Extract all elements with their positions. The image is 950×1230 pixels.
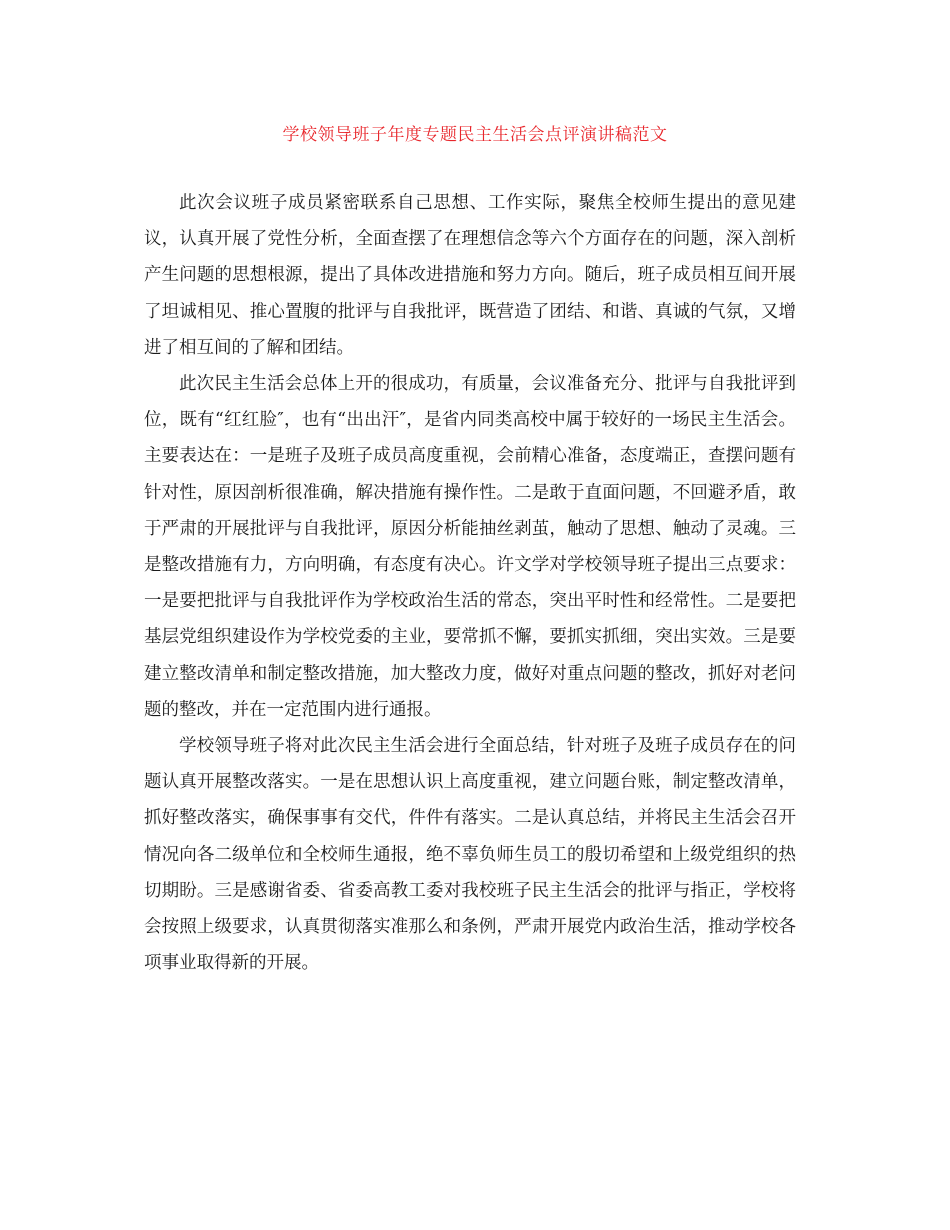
document-title: 学校领导班子年度专题民主生活会点评演讲稿范文 <box>282 125 668 145</box>
paragraph-1: 此次会议班子成员紧密联系自己思想、工作实际，聚焦全校师生提出的意见建议，认真开展了党性分析，全面查摆了在理想信念等六个方面存在的问题，深入剖析产生问题的思想根源，提出了具体改进措施和努力方向。随后，班子成员相互间开展了坦诚相见、推心置腹的批评与自我批评，既营造了团结、和谐、真诚的气氛，又增进了相互间的了解和团结。 <box>144 193 796 358</box>
paragraph-2: 此次民主生活会总体上开的很成功，有质量，会议准备充分、批评与自我批评到位，既有“红红脸″，也有“出出汗″，是省内同类高校中属于较好的一场民主生活会。主要表达在：一是班子及班子成员高度重视，会前精心准备，态度端正，查摆问题有针对性，原因剖析很准确，解决措施有操作性。二是敢于直面问题，不回避矛盾，敢于严肃的开展批评与自我批评，原因分析能抽丝剥茧，触动了思想、触动了灵魂。三是整改措施有力，方向明确，有态度有决心。许文学对学校领导班子提出三点要求：一是要把批评与自我批评作为学校政治生活的常态，突出平时性和经常性。二是要把基层党组织建设作为学校党委的主业，要常抓不懈，要抓实抓细，突出实效。三是要建立整改清单和制定整改措施，加大整改力度，做好对重点问题的整改，抓好对老问题的整改，并在一定范围内进行通报。 <box>144 374 796 720</box>
paragraph-3: 学校领导班子将对此次民主生活会进行全面总结，针对班子及班子成员存在的问题认真开展整改落实。一是在思想认识上高度重视，建立问题台账，制定整改清单，抓好整改落实，确保事事有交代，件件有落实。二是认真总结，并将民主生活会召开情况向各二级单位和全校师生通报，绝不辜负师生员工的殷切希望和上级党组织的热切期盼。三是感谢省委、省委高教工委对我校班子民主生活会的批评与指正，学校将会按照上级要求，认真贯彻落实准那么和条例，严肃开展党内政治生活，推动学校各项事业取得新的开展。 <box>144 736 796 974</box>
document-body <box>144 185 796 981</box>
